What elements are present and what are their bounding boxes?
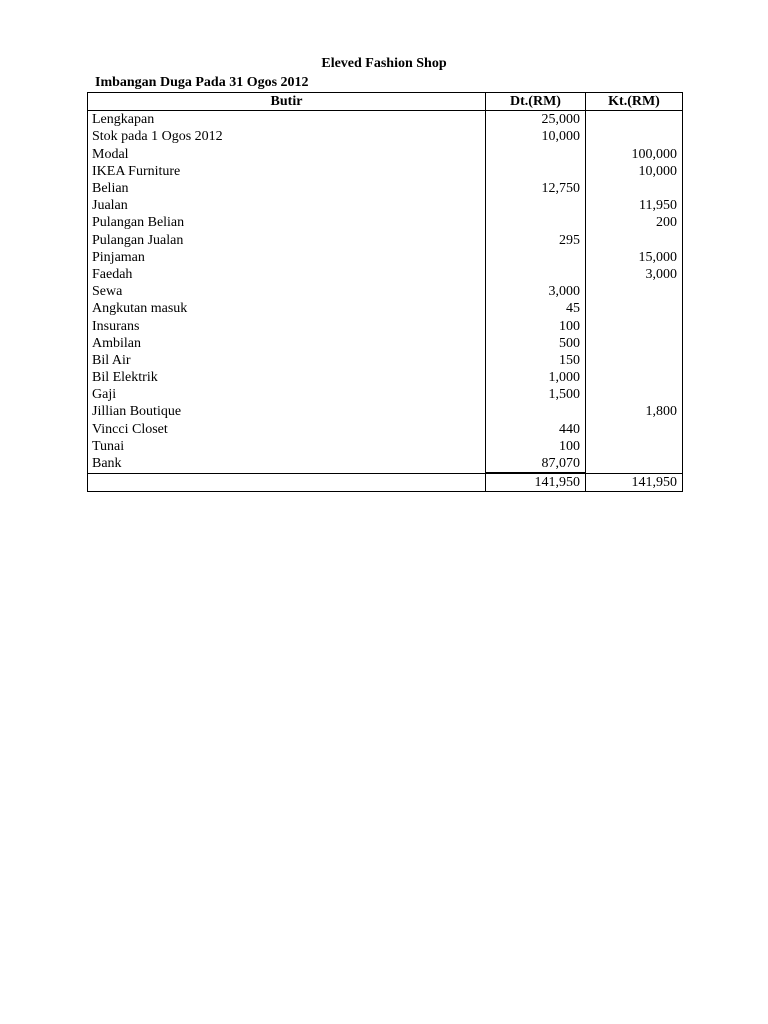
cell-item: Pulangan Belian [88, 214, 486, 231]
column-header-item: Butir [88, 93, 486, 111]
cell-debit: 10,000 [486, 128, 586, 145]
cell-credit [586, 421, 683, 438]
table-row [88, 403, 683, 420]
table-row [88, 317, 683, 334]
table-header-row [88, 93, 683, 111]
cell-item: Belian [88, 180, 486, 197]
table-row [88, 180, 683, 197]
table-row [88, 386, 683, 403]
cell-credit [586, 180, 683, 197]
table-row [88, 146, 683, 163]
cell-credit: 3,000 [586, 266, 683, 283]
table-row [88, 352, 683, 369]
cell-credit [586, 352, 683, 369]
cell-item: Pulangan Jualan [88, 232, 486, 249]
total-debit: 141,950 [486, 473, 586, 492]
cell-credit [586, 386, 683, 403]
table-row [88, 128, 683, 145]
total-credit: 141,950 [586, 473, 683, 492]
cell-credit [586, 369, 683, 386]
cell-debit: 150 [486, 352, 586, 369]
cell-item: Jillian Boutique [88, 403, 486, 420]
table-row [88, 335, 683, 352]
cell-credit: 1,800 [586, 403, 683, 420]
cell-debit: 500 [486, 335, 586, 352]
cell-credit [586, 128, 683, 145]
cell-debit: 100 [486, 438, 586, 455]
cell-credit: 10,000 [586, 163, 683, 180]
cell-credit: 100,000 [586, 146, 683, 163]
table-total-row [88, 473, 683, 492]
cell-debit: 45 [486, 300, 586, 317]
cell-debit: 295 [486, 232, 586, 249]
cell-debit: 1,500 [486, 386, 586, 403]
table-row [88, 455, 683, 473]
trial-balance-table [87, 92, 683, 492]
table-row [88, 111, 683, 129]
total-item [88, 473, 486, 492]
cell-debit [486, 163, 586, 180]
cell-debit [486, 403, 586, 420]
cell-debit: 1,000 [486, 369, 586, 386]
cell-debit [486, 266, 586, 283]
cell-item: Modal [88, 146, 486, 163]
table-row [88, 300, 683, 317]
cell-item: Ambilan [88, 335, 486, 352]
table-row [88, 438, 683, 455]
cell-debit: 100 [486, 317, 586, 334]
cell-debit [486, 214, 586, 231]
cell-credit: 200 [586, 214, 683, 231]
table-row [88, 283, 683, 300]
cell-item: Bil Air [88, 352, 486, 369]
cell-credit [586, 455, 683, 473]
table-row [88, 163, 683, 180]
cell-item: Jualan [88, 197, 486, 214]
cell-item: Bank [88, 455, 486, 473]
cell-debit: 440 [486, 421, 586, 438]
table-row [88, 214, 683, 231]
cell-item: Bil Elektrik [88, 369, 486, 386]
cell-debit [486, 197, 586, 214]
cell-item: Angkutan masuk [88, 300, 486, 317]
table-body [88, 111, 683, 492]
table-row [88, 249, 683, 266]
cell-item: Stok pada 1 Ogos 2012 [88, 128, 486, 145]
cell-debit: 3,000 [486, 283, 586, 300]
cell-credit [586, 438, 683, 455]
table-row [88, 369, 683, 386]
cell-credit [586, 317, 683, 334]
cell-credit: 15,000 [586, 249, 683, 266]
cell-item: Sewa [88, 283, 486, 300]
cell-item: Vincci Closet [88, 421, 486, 438]
cell-debit: 12,750 [486, 180, 586, 197]
cell-debit [486, 146, 586, 163]
cell-credit [586, 300, 683, 317]
cell-item: Gaji [88, 386, 486, 403]
cell-item: Pinjaman [88, 249, 486, 266]
cell-credit [586, 335, 683, 352]
column-header-debit: Dt.(RM) [486, 93, 586, 111]
cell-item: Insurans [88, 317, 486, 334]
table-row [88, 266, 683, 283]
cell-item: Faedah [88, 266, 486, 283]
cell-item: IKEA Furniture [88, 163, 486, 180]
cell-debit [486, 249, 586, 266]
cell-debit: 87,070 [486, 455, 586, 473]
cell-credit [586, 232, 683, 249]
document-title: Eleved Fashion Shop [321, 56, 447, 71]
cell-credit [586, 283, 683, 300]
cell-credit: 11,950 [586, 197, 683, 214]
column-header-credit: Kt.(RM) [586, 93, 683, 111]
table-row [88, 421, 683, 438]
table-row [88, 232, 683, 249]
document-subtitle: Imbangan Duga Pada 31 Ogos 2012 [95, 75, 309, 90]
table-row [88, 197, 683, 214]
cell-credit [586, 111, 683, 129]
cell-debit: 25,000 [486, 111, 586, 129]
cell-item: Tunai [88, 438, 486, 455]
cell-item: Lengkapan [88, 111, 486, 129]
